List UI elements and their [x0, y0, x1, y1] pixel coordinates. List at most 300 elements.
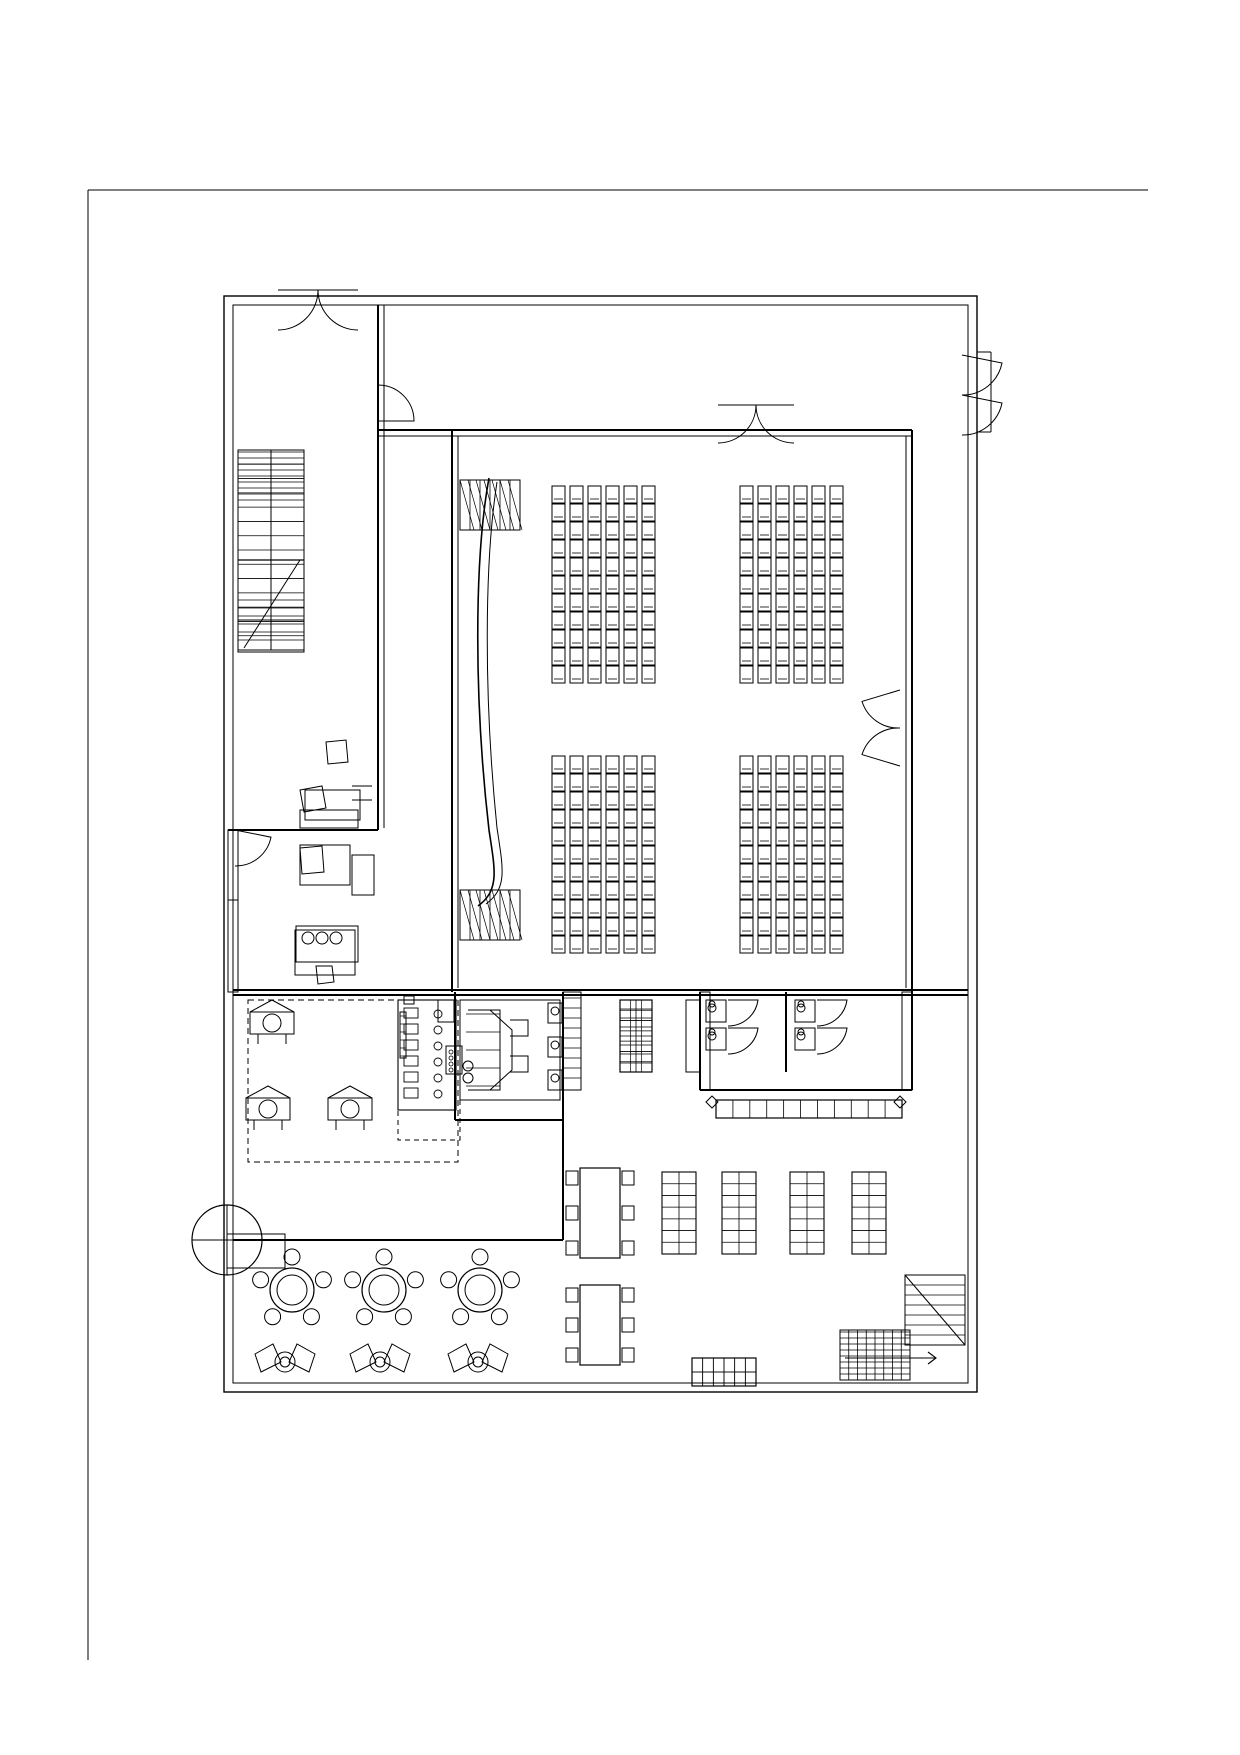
auditorium-seat: [624, 612, 637, 629]
auditorium-seat: [570, 504, 583, 521]
door-lobby-corridor: [378, 385, 414, 421]
auditorium-seat: [740, 774, 753, 791]
auditorium-seat: [570, 936, 583, 953]
auditorium-seat: [642, 486, 655, 503]
auditorium-seat: [624, 774, 637, 791]
workstation-pod-desk: [250, 1012, 294, 1034]
dashed-ceiling-outline: [248, 1000, 458, 1162]
auditorium-seat: [830, 774, 843, 791]
auditorium-seat: [552, 504, 565, 521]
door-office: [235, 830, 271, 866]
auditorium-seat: [642, 504, 655, 521]
washroom-strip: [686, 1000, 700, 1072]
workstation-pod-chair: [341, 1100, 359, 1118]
auditorium-seat: [552, 900, 565, 917]
auditorium-seat: [642, 522, 655, 539]
auditorium-seat: [588, 774, 601, 791]
reception-stool: [434, 1042, 442, 1050]
long-table-seat: [622, 1348, 634, 1362]
auditorium-seat: [552, 810, 565, 827]
auditorium-seat: [606, 594, 619, 611]
auditorium-seat: [776, 756, 789, 773]
auditorium-seat: [776, 594, 789, 611]
auditorium-seat: [758, 936, 771, 953]
long-table-seat: [566, 1206, 578, 1220]
auditorium-seat: [830, 882, 843, 899]
dashed-reception-outline: [398, 1000, 460, 1140]
auditorium-seat: [740, 882, 753, 899]
dining-chair: [453, 1309, 469, 1325]
auditorium-seat: [794, 882, 807, 899]
auditorium-seat: [776, 810, 789, 827]
auditorium-seat: [606, 504, 619, 521]
reception-desk: [398, 1000, 456, 1110]
auditorium-seat: [776, 792, 789, 809]
auditorium-seat: [812, 522, 825, 539]
auditorium-seat: [570, 540, 583, 557]
auditorium-seat: [588, 648, 601, 665]
auditorium-seat: [606, 810, 619, 827]
long-table-seat: [566, 1348, 578, 1362]
auditorium-seat: [642, 864, 655, 881]
auditorium-seat: [794, 486, 807, 503]
office-round-table: [302, 932, 314, 944]
auditorium-seat: [812, 900, 825, 917]
auditorium-seat: [740, 486, 753, 503]
auditorium-seat: [588, 792, 601, 809]
round-table-3-inner: [465, 1275, 495, 1305]
stage-stair-hatch-1: [492, 890, 506, 940]
auditorium-seat: [588, 846, 601, 863]
auditorium-seat: [606, 774, 619, 791]
auditorium-seat: [740, 864, 753, 881]
dining-chair: [253, 1272, 269, 1288]
long-table-1: [580, 1168, 620, 1258]
equipment-circle: [463, 1073, 473, 1083]
auditorium-seat: [570, 630, 583, 647]
auditorium-seat: [812, 504, 825, 521]
door-hall-east-2: [862, 728, 900, 766]
auditorium-seat: [758, 918, 771, 935]
auditorium-seat: [794, 900, 807, 917]
auditorium-seat: [812, 792, 825, 809]
auditorium-seat: [570, 576, 583, 593]
auditorium-seat: [606, 918, 619, 935]
auditorium-seat: [794, 558, 807, 575]
office-worktop: [300, 810, 358, 828]
auditorium-seat: [830, 594, 843, 611]
workstation-pod-chair: [263, 1014, 281, 1032]
dining-chair: [472, 1249, 488, 1265]
auditorium-seat: [642, 576, 655, 593]
auditorium-seat: [740, 666, 753, 683]
workstation-pod-chair: [259, 1100, 277, 1118]
auditorium-seat: [740, 846, 753, 863]
auditorium-seat: [624, 918, 637, 935]
auditorium-seat: [624, 864, 637, 881]
auditorium-seat: [588, 756, 601, 773]
auditorium-seat: [812, 648, 825, 665]
reception-drawer: [404, 1072, 418, 1082]
office-chair-2: [300, 846, 324, 874]
auditorium-seat: [624, 648, 637, 665]
auditorium-seat: [758, 486, 771, 503]
auditorium-seat: [588, 486, 601, 503]
desk-3: [295, 930, 355, 975]
auditorium-seat: [794, 504, 807, 521]
auditorium-seat: [812, 882, 825, 899]
auditorium-seat: [606, 540, 619, 557]
office-cabinet: [352, 855, 374, 895]
auditorium-seat: [642, 810, 655, 827]
dining-chair: [395, 1309, 411, 1325]
auditorium-seat: [830, 936, 843, 953]
auditorium-seat: [812, 576, 825, 593]
auditorium-seat: [776, 486, 789, 503]
auditorium-seat: [588, 936, 601, 953]
auditorium-seat: [570, 594, 583, 611]
wc-door-0: [728, 1000, 758, 1026]
auditorium-seat: [740, 756, 753, 773]
auditorium-seat: [624, 540, 637, 557]
dining-chair: [491, 1309, 507, 1325]
auditorium-seat: [606, 486, 619, 503]
auditorium-seat: [776, 846, 789, 863]
auditorium-seat: [758, 756, 771, 773]
auditorium-seat: [830, 864, 843, 881]
auditorium-seat: [740, 504, 753, 521]
auditorium-seat: [624, 504, 637, 521]
auditorium-seat: [588, 612, 601, 629]
door-hall-north-right: [756, 405, 794, 443]
auditorium-seat: [794, 522, 807, 539]
auditorium-seat: [830, 918, 843, 935]
auditorium-seat: [812, 774, 825, 791]
counter-end-right: [894, 1096, 906, 1108]
auditorium-seat: [624, 810, 637, 827]
auditorium-seat: [740, 558, 753, 575]
auditorium-seat: [552, 882, 565, 899]
equipment-rack: [400, 1012, 406, 1058]
auditorium-seat: [642, 828, 655, 845]
auditorium-seat: [570, 882, 583, 899]
auditorium-seat: [606, 612, 619, 629]
wc-door-3: [817, 1028, 847, 1054]
auditorium-seat: [776, 918, 789, 935]
auditorium-seat: [624, 576, 637, 593]
auditorium-seat: [776, 630, 789, 647]
auditorium-seat: [794, 810, 807, 827]
entry-step-block: [510, 1020, 528, 1036]
auditorium-seat: [794, 774, 807, 791]
desk-1: [305, 790, 360, 820]
auditorium-seat: [624, 846, 637, 863]
auditorium-seat: [624, 828, 637, 845]
auditorium-seat: [642, 918, 655, 935]
auditorium-seat: [588, 576, 601, 593]
long-table-seat: [622, 1206, 634, 1220]
auditorium-seat: [642, 594, 655, 611]
auditorium-seat: [588, 810, 601, 827]
auditorium-seat: [740, 630, 753, 647]
auditorium-seat: [776, 774, 789, 791]
auditorium-seat: [552, 828, 565, 845]
stage-stair-hatch-1: [500, 890, 514, 940]
long-table-seat: [622, 1288, 634, 1302]
auditorium-seat: [552, 540, 565, 557]
auditorium-seat: [776, 504, 789, 521]
auditorium-seat: [552, 846, 565, 863]
auditorium-seat: [642, 540, 655, 557]
auditorium-seat: [740, 936, 753, 953]
auditorium-seat: [794, 756, 807, 773]
wc-door-1: [728, 1028, 758, 1054]
long-table-seat: [566, 1171, 578, 1185]
auditorium-seat: [588, 918, 601, 935]
auditorium-seat: [776, 864, 789, 881]
auditorium-seat: [642, 900, 655, 917]
auditorium-seat: [758, 810, 771, 827]
auditorium-seat: [552, 648, 565, 665]
auditorium-seat: [812, 810, 825, 827]
stair-diagonal: [905, 1275, 965, 1345]
door-hall-north-left: [718, 405, 756, 443]
wc-door-2: [817, 1000, 847, 1026]
equipment-dot: [449, 1056, 453, 1060]
long-table-seat: [622, 1171, 634, 1185]
office-round-table-3: [330, 932, 342, 944]
office-chair-1: [326, 740, 348, 764]
auditorium-seat: [830, 792, 843, 809]
door-hall-east: [862, 690, 900, 728]
auditorium-seat: [776, 666, 789, 683]
auditorium-seat: [642, 774, 655, 791]
auditorium-seat: [606, 630, 619, 647]
auditorium-seat: [830, 846, 843, 863]
auditorium-seat: [758, 846, 771, 863]
auditorium-seat: [758, 882, 771, 899]
auditorium-seat: [606, 576, 619, 593]
auditorium-seat: [552, 486, 565, 503]
auditorium-seat: [812, 540, 825, 557]
auditorium-seat: [588, 558, 601, 575]
long-table-seat: [566, 1241, 578, 1255]
auditorium-seat: [624, 558, 637, 575]
urinal-partition: [563, 992, 581, 1090]
auditorium-seat: [830, 486, 843, 503]
reception-drawer: [404, 1088, 418, 1098]
auditorium-seat: [758, 630, 771, 647]
stage-stair-hatch-1: [460, 890, 474, 940]
dining-chair: [407, 1272, 423, 1288]
auditorium-seat: [740, 810, 753, 827]
auditorium-seat: [570, 864, 583, 881]
auditorium-seat: [776, 522, 789, 539]
auditorium-seat: [552, 756, 565, 773]
auditorium-seat: [794, 576, 807, 593]
long-table-2: [580, 1285, 620, 1365]
auditorium-seat: [552, 594, 565, 611]
office-round-table-2: [316, 932, 328, 944]
auditorium-seat: [570, 648, 583, 665]
auditorium-seat: [794, 630, 807, 647]
curved-stage-edge-inner: [486, 482, 502, 904]
auditorium-seat: [740, 540, 753, 557]
dining-chair: [315, 1272, 331, 1288]
lounge-coffee-table: [275, 1352, 295, 1372]
auditorium-seat: [624, 522, 637, 539]
equipment-dot: [449, 1050, 453, 1054]
auditorium-seat: [570, 756, 583, 773]
desk-2: [300, 845, 350, 885]
workstation-pod-desk: [328, 1098, 372, 1120]
auditorium-seat: [830, 576, 843, 593]
auditorium-seat: [794, 666, 807, 683]
dining-chair: [284, 1249, 300, 1265]
auditorium-seat: [642, 648, 655, 665]
auditorium-seat: [740, 648, 753, 665]
workstation-pod-screen: [250, 1000, 294, 1012]
auditorium-seat: [624, 882, 637, 899]
auditorium-seat: [642, 882, 655, 899]
auditorium-seat: [794, 864, 807, 881]
auditorium-seat: [606, 828, 619, 845]
auditorium-seat: [758, 864, 771, 881]
auditorium-seat: [624, 486, 637, 503]
auditorium-seat: [552, 612, 565, 629]
auditorium-seat: [776, 648, 789, 665]
lounge-coffee-table: [370, 1352, 390, 1372]
stage-stair-hatch-1: [484, 890, 498, 940]
auditorium-seat: [570, 774, 583, 791]
auditorium-seat: [830, 612, 843, 629]
auditorium-seat: [830, 648, 843, 665]
equipment-circle-2: [463, 1061, 473, 1071]
auditorium-seat: [588, 540, 601, 557]
auditorium-seat: [642, 846, 655, 863]
auditorium-seat: [812, 558, 825, 575]
auditorium-seat: [812, 594, 825, 611]
auditorium-seat: [794, 918, 807, 935]
auditorium-seat: [812, 846, 825, 863]
auditorium-seat: [624, 594, 637, 611]
long-table-seat: [566, 1288, 578, 1302]
auditorium-seat: [642, 936, 655, 953]
auditorium-seat: [552, 522, 565, 539]
auditorium-seat: [776, 828, 789, 845]
auditorium-seat: [588, 882, 601, 899]
urinal-2-bowl: [551, 1041, 559, 1049]
auditorium-seat: [606, 792, 619, 809]
auditorium-seat: [552, 630, 565, 647]
auditorium-seat: [570, 792, 583, 809]
auditorium-seat: [758, 648, 771, 665]
auditorium-seat: [776, 612, 789, 629]
auditorium-seat: [570, 918, 583, 935]
auditorium-seat: [570, 612, 583, 629]
auditorium-seat: [570, 558, 583, 575]
auditorium-seat: [794, 792, 807, 809]
service-counter: [716, 1100, 902, 1118]
auditorium-seat: [830, 756, 843, 773]
auditorium-seat: [758, 540, 771, 557]
auditorium-seat: [758, 666, 771, 683]
auditorium-seat: [606, 864, 619, 881]
auditorium-seat: [758, 900, 771, 917]
auditorium-seat: [740, 594, 753, 611]
curved-stage-edge: [478, 478, 494, 906]
auditorium-seat: [758, 774, 771, 791]
auditorium-seat: [642, 630, 655, 647]
auditorium-seat: [588, 666, 601, 683]
auditorium-seat: [794, 828, 807, 845]
auditorium-seat: [758, 576, 771, 593]
auditorium-seat: [830, 828, 843, 845]
auditorium-seat: [830, 504, 843, 521]
urinal-3-bowl: [551, 1074, 559, 1082]
auditorium-seat: [812, 864, 825, 881]
auditorium-seat: [606, 846, 619, 863]
auditorium-seat: [588, 630, 601, 647]
auditorium-seat: [830, 522, 843, 539]
auditorium-seat: [794, 648, 807, 665]
auditorium-seat: [606, 558, 619, 575]
auditorium-seat: [812, 936, 825, 953]
auditorium-seat: [552, 936, 565, 953]
stage-stair-hatch-0: [500, 480, 514, 530]
reception-stool: [434, 1090, 442, 1098]
auditorium-seat: [606, 648, 619, 665]
auditorium-seat: [740, 918, 753, 935]
auditorium-seat: [606, 666, 619, 683]
auditorium-seat: [570, 828, 583, 845]
auditorium-seat: [740, 792, 753, 809]
auditorium-seat: [758, 612, 771, 629]
auditorium-seat: [570, 810, 583, 827]
auditorium-seat: [794, 612, 807, 629]
auditorium-seat: [776, 558, 789, 575]
workstation-pod-desk: [246, 1098, 290, 1120]
round-table-1-inner: [277, 1275, 307, 1305]
auditorium-seat: [552, 558, 565, 575]
auditorium-seat: [830, 540, 843, 557]
auditorium-seat: [624, 936, 637, 953]
auditorium-seat: [588, 522, 601, 539]
auditorium-seat: [830, 630, 843, 647]
auditorium-seat: [624, 756, 637, 773]
entry-step-block-2: [510, 1056, 528, 1072]
auditorium-seat: [606, 756, 619, 773]
auditorium-seat: [570, 486, 583, 503]
auditorium-seat: [552, 918, 565, 935]
auditorium-seat: [812, 486, 825, 503]
auditorium-seat: [606, 882, 619, 899]
auditorium-seat: [642, 666, 655, 683]
auditorium-seat: [606, 900, 619, 917]
wc-wall-right: [902, 992, 912, 1090]
auditorium-seat: [624, 666, 637, 683]
dining-chair: [503, 1272, 519, 1288]
auditorium-seat: [570, 522, 583, 539]
auditorium-seat: [758, 594, 771, 611]
auditorium-seat: [794, 594, 807, 611]
auditorium-seat: [758, 828, 771, 845]
stage-stair-hatch-1: [476, 890, 490, 940]
auditorium-seat: [624, 900, 637, 917]
dining-chair: [345, 1272, 361, 1288]
auditorium-seat: [588, 594, 601, 611]
workstation-pod-screen: [328, 1086, 372, 1098]
